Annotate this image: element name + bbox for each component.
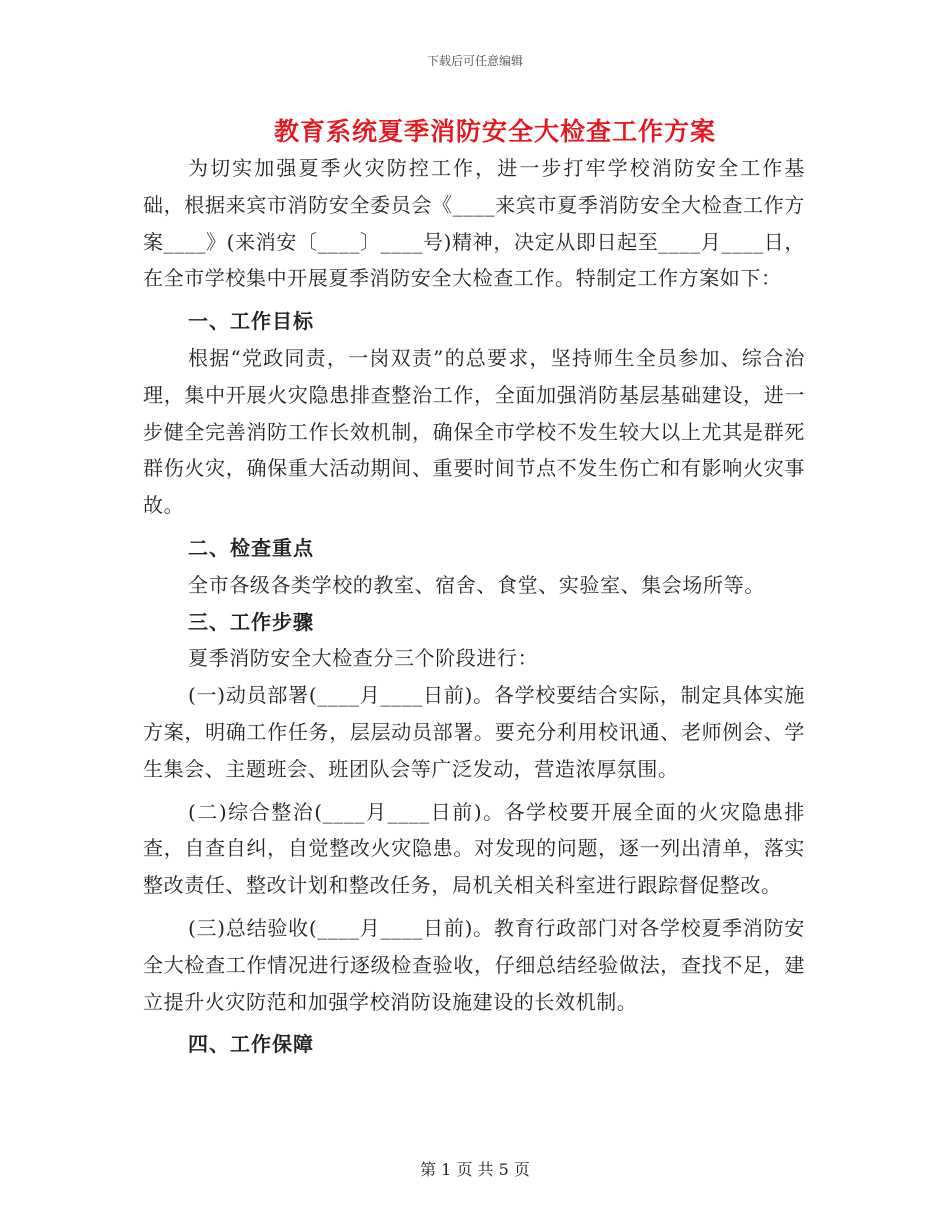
intro-paragraph: 为切实加强夏季火灾防控工作，进一步打牢学校消防安全工作基础，根据来宾市消防安全委员会《____来宾市夏季消防安全大检查工作方案____》(来消安〔____〕____号)精神，决定从即日起至____月____日，在全市学校集中开展夏季消防安全大检查工作。特制定工作方案如下： xyxy=(143,156,805,291)
section-goals-paragraph: 根据“党政同责，一岗双责”的总要求，坚持师生全员参加、综合治理，集中开展火灾隐患排查整治工作，全面加强消防基层基础建设，进一步健全完善消防工作长效机制，确保全市学校不发生较大以上尤其是群死群伤火灾，确保重大活动期间、重要时间节点不发生伤亡和有影响火灾事故。 xyxy=(143,345,805,518)
section-heading-focus: 二、检查重点 xyxy=(188,535,314,560)
section-heading-support: 四、工作保障 xyxy=(188,1032,314,1057)
header-note: 下载后可任意编辑 xyxy=(426,54,523,68)
section-heading-steps: 三、工作步骤 xyxy=(188,609,314,634)
section-steps-stage-3: (三)总结验收(____月____日前)。教育行政部门对各学校夏季消防安全大检查工作情况进行逐级检查验收，仔细总结经验做法，查找不足，建立提升火灾防范和加强学校消防设施建设的长效机制。 xyxy=(143,915,805,1014)
section-steps-stage-2: (二)综合整治(____月____日前)。各学校要开展全面的火灾隐患排查，自查自纠，自觉整改火灾隐患。对发现的问题，逐一列出清单，落实整改责任、整改计划和整改任务，局机关相关科室进行跟踪督促整改。 xyxy=(143,799,805,898)
page-number: 第 1 页 共 5 页 xyxy=(420,1160,530,1179)
document-body xyxy=(143,150,805,1063)
section-heading-goals: 一、工作目标 xyxy=(188,309,314,334)
document-title: 教育系统夏季消防安全大检查工作方案 xyxy=(273,117,716,146)
section-steps-stage-1: (一)动员部署(____月____日前)。各学校要结合实际，制定具体实施方案，明确工作任务，层层动员部署。要充分利用校讯通、老师例会、学生集会、主题班会、班团队会等广泛发动，营造浓厚氛围。 xyxy=(143,683,805,781)
section-steps-intro: 夏季消防安全大检查分三个阶段进行： xyxy=(188,646,539,671)
section-focus-paragraph: 全市各级各类学校的教室、宿舍、食堂、实验室、集会场所等。 xyxy=(188,572,765,597)
